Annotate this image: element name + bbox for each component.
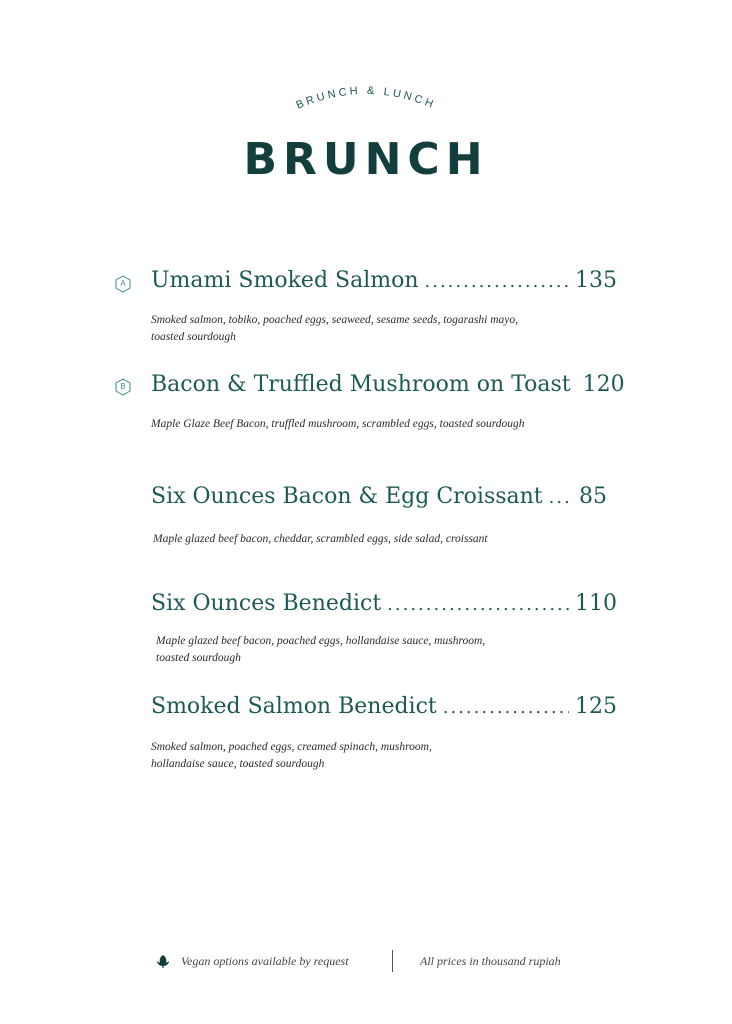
item-price: 85	[579, 484, 607, 509]
badge-a	[114, 275, 132, 293]
menu-item-smoked-salmon-benedict	[151, 694, 617, 719]
item-description	[151, 739, 581, 773]
eyebrow-arc	[286, 78, 446, 114]
svg-text:BRUNCH & LUNCH	[294, 85, 437, 112]
item-price: 135	[575, 268, 617, 293]
menu-item-umami-smoked-salmon	[151, 268, 617, 293]
description-line: hollandaise sauce, toasted sourdough	[151, 758, 325, 770]
item-description	[153, 531, 583, 548]
section-eyebrow	[0, 78, 732, 114]
item-name: Smoked Salmon Benedict	[151, 694, 437, 719]
item-description	[151, 416, 581, 433]
dot-leader	[549, 487, 573, 508]
menu-item-six-ounces-benedict	[151, 591, 617, 616]
vegan-note: Vegan options available by request	[181, 954, 349, 968]
dot-leader	[425, 271, 569, 292]
page-title: BRUNCH	[243, 134, 489, 185]
item-price: 110	[575, 591, 617, 616]
item-description	[151, 312, 581, 346]
description-line: Smoked salmon, tobiko, poached eggs, seaweed, sesame seeds, togarashi mayo,	[151, 314, 518, 326]
item-price: 125	[575, 694, 617, 719]
menu-item-bacon-truffled-mushroom	[151, 372, 625, 397]
dot-leader	[443, 697, 569, 718]
item-name: Bacon & Truffled Mushroom on Toast	[151, 372, 571, 397]
description-line: toasted sourdough	[156, 652, 241, 664]
item-name: Six Ounces Bacon & Egg Croissant	[151, 484, 543, 509]
item-name: Umami Smoked Salmon	[151, 268, 419, 293]
description-line: Maple glazed beef bacon, poached eggs, hollandaise sauce, mushroom,	[156, 635, 486, 647]
dot-leader	[387, 594, 569, 615]
menu-item-bacon-egg-croissant	[151, 484, 607, 509]
footer	[0, 950, 732, 974]
description-line: Maple Glaze Beef Bacon, truffled mushroom, scrambled eggs, toasted sourdough	[151, 418, 525, 430]
item-price: 120	[582, 372, 625, 397]
description-line: Maple glazed beef bacon, cheddar, scrambled eggs, side salad, croissant	[153, 533, 488, 545]
badge-letter: B	[120, 382, 126, 391]
eyebrow-text: BRUNCH & LUNCH	[294, 84, 438, 112]
item-name: Six Ounces Benedict	[151, 591, 382, 616]
description-line: toasted sourdough	[151, 331, 236, 343]
item-description	[156, 633, 586, 667]
badge-letter: A	[120, 279, 126, 288]
footer-divider	[392, 950, 393, 972]
price-note: All prices in thousand rupiah	[420, 954, 561, 968]
description-line: Smoked salmon, poached eggs, creamed spinach, mushroom,	[151, 741, 432, 753]
badge-b	[114, 378, 132, 396]
leaf-icon	[156, 954, 170, 968]
